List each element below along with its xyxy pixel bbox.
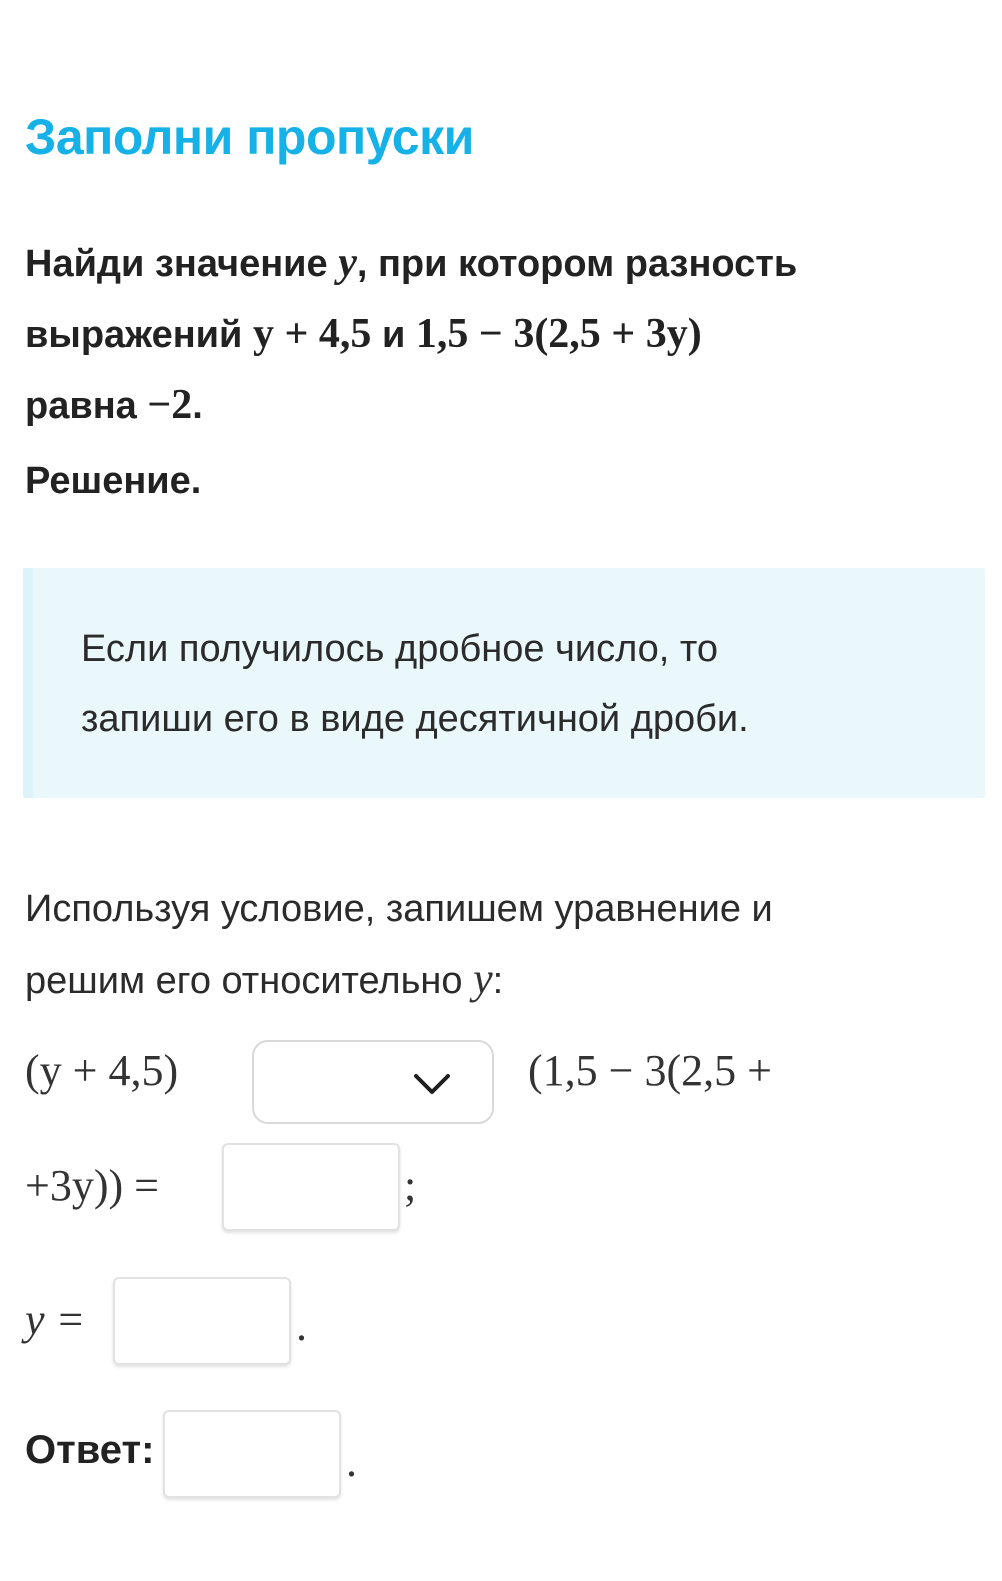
- equation-right-expression-part-2: +3y)) =: [25, 1161, 159, 1210]
- answer-input[interactable]: [163, 1410, 341, 1498]
- task-text: Найди значение: [25, 243, 339, 285]
- task-text: .: [192, 385, 203, 427]
- task-statement: [25, 228, 985, 441]
- task-variable: y: [338, 240, 357, 286]
- hint-text: [81, 614, 961, 754]
- task-line-3: [25, 370, 985, 441]
- y-label: y =: [25, 1295, 86, 1344]
- task-text: выражений: [25, 314, 253, 356]
- task-text: , при котором разность: [356, 243, 798, 285]
- page-title: Заполни пропуски: [25, 109, 474, 165]
- task-expression-2: 1,5 − 3(2,5 + 3y): [415, 311, 702, 357]
- hint-line-1: Если получилось дробное число, то: [81, 628, 719, 670]
- task-text: равна: [25, 385, 148, 427]
- intro-line-1: Используя условие, запишем уравнение и: [25, 888, 773, 930]
- answer-label: Ответ:: [25, 1428, 155, 1472]
- y-value-input[interactable]: [113, 1277, 291, 1365]
- answer-period: .: [346, 1437, 357, 1486]
- solution-label: Решение.: [25, 460, 202, 502]
- task-target-value: −2: [147, 382, 193, 428]
- equation-left-expression: (y + 4,5): [25, 1046, 179, 1095]
- intro-text: решим его относительно: [25, 960, 474, 1002]
- equation-right-expression-part-1: (1,5 − 3(2,5 +: [528, 1046, 772, 1095]
- hint-box: [23, 568, 985, 798]
- solution-intro: [25, 874, 985, 1016]
- task-text: и: [371, 314, 416, 356]
- equation-semicolon: ;: [404, 1161, 417, 1210]
- intro-text: :: [492, 960, 504, 1002]
- y-period: .: [296, 1301, 307, 1350]
- intro-line-2: [25, 944, 985, 1016]
- intro-variable: y: [473, 954, 493, 1003]
- chevron-down-icon: [412, 1072, 452, 1096]
- task-expression-1: y + 4,5: [252, 311, 372, 357]
- operator-dropdown[interactable]: [252, 1040, 494, 1124]
- task-line-2: [25, 299, 985, 370]
- task-line-1: [25, 228, 985, 299]
- hint-line-2: запиши его в виде десятичной дроби.: [81, 698, 749, 740]
- equation-result-input[interactable]: [222, 1143, 400, 1231]
